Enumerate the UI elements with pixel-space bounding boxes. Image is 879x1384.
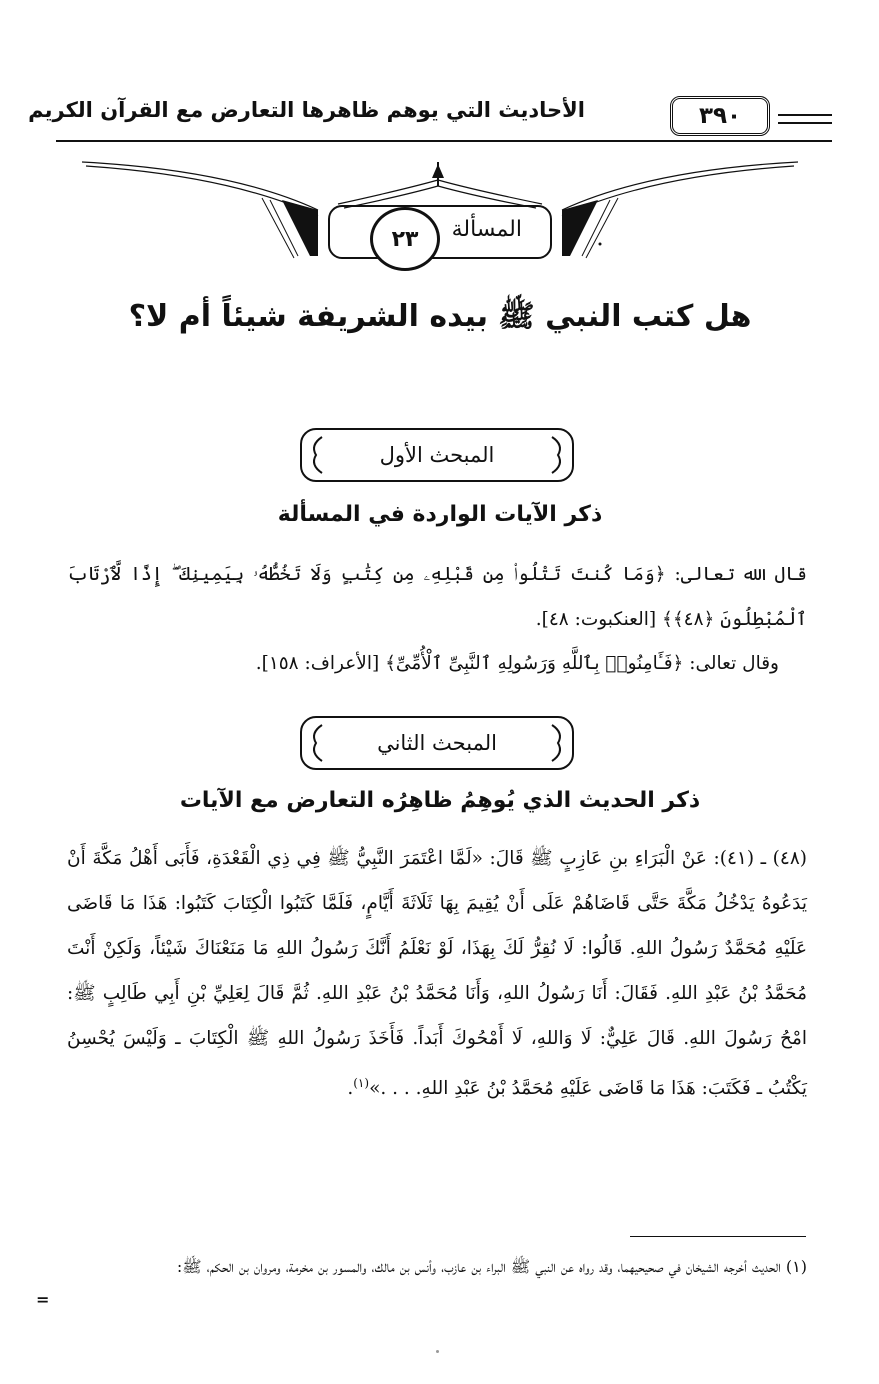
hadith-text: (٤٨) ـ (٤١): عَنْ الْبَرَاءِ بنِ عَازِبٍ ﷺ قَالَ: «لَمَّا اعْتَمَرَ النَّبِيُّ ﷺ فِي ذِي الْقَعْدَةِ، فَأَبَى أَهْلُ مَكَّةَ أَنْ يَدَعُوهُ يَدْخُلُ مَكَّةَ حَتَّى قَاضَاهُمْ عَلَى أَنْ يُقِيمَ بِهَا ثَلَاثَةَ أَيَّامٍ، فَلَمَّا كَتَبُوا الْكِتَابَ كَتَبُوا: هَذَا مَا قَاضَى عَلَيْهِ مُحَمَّدٌ رَسُولُ اللهِ. قَالُوا: لَا نُقِرُّ لَكَ بِهَذَا، لَوْ نَعْلَمُ أَنَّكَ رَسُولُ اللهِ مَا مَنَعْنَاكَ شَيْئاً، وَلَكِنْ أَنْتَ مُحَمَّدُ بْنُ عَبْدِ اللهِ. فَقَالَ: أَنَا رَسُولُ اللهِ، وَأَنَا مُحَمَّدُ بْنُ عَبْدِ اللهِ. ثُمَّ قَالَ لِعَلِيِّ بْنِ أَبِي طَالِبٍ ﷺ: امْحُ رَسُولَ اللهِ. قَالَ عَلِيٌّ: لَا وَاللهِ، لَا أَمْحُوكَ أَبَداً. فَأَخَذَ رَسُولُ اللهِ ﷺ الْكِتَابَ ـ وَلَيْسَ يُحْسِنُ يَكْتُبُ ـ فَكَتَبَ: هَذَا مَا قَاضَى عَلَيْهِ مُحَمَّدُ بْنُ عَبْدِ اللهِ. . . .»: [67, 848, 807, 1100]
issue-ornament: [82, 160, 798, 275]
footnote-divider: [630, 1236, 806, 1237]
page-number: ٣٩٠: [670, 96, 770, 136]
header-double-rule: [778, 114, 832, 124]
page-title: هل كتب النبي ﷺ بيده الشريفة شيئاً أم لا؟: [128, 299, 752, 334]
verse-paragraph-2: وقال تعالى: ﴿فَـَٔامِنُوا۟ بِٱللَّهِ وَرَسُولِهِ ٱلنَّبِىِّ ٱلْأُمِّىِّ﴾ [الأعراف: ١٥٨].: [255, 653, 779, 674]
hadith-paragraph: [67, 836, 807, 1111]
issue-label: المسألة: [451, 217, 522, 242]
issue-number: ٢٣: [370, 207, 440, 271]
running-header-title: الأحاديث التي يوهم ظاهرها التعارض مع القرآن الكريم: [28, 98, 585, 122]
bracket-left-icon: [306, 723, 326, 763]
section-1-cartouche: [300, 428, 574, 482]
bracket-right-icon: [548, 723, 568, 763]
verse-paragraph-1: قال الله تعالى: ﴿وَمَا كُنتَ تَتْلُوا۟ مِن قَبْلِهِۦ مِن كِتَٰبٍ وَلَا تَخُطُّهُۥ بِيَمِينِكَ ۖ إِذًا لَّٱرْتَابَ ٱلْمُبْطِلُونَ ﴿٤٨﴾﴾ [العنكبوت: ٤٨].: [67, 564, 807, 630]
footnote-text: الحديث أخرجه الشيخان في صحيحيهما، وقد رواه عن النبي ﷺ البراء بن عازب، وأنس بن مالك، والمسور بن مخرمة، ومروان بن الحكم، ﷺ:: [176, 1257, 781, 1276]
hadith-end-mark: .: [347, 1078, 354, 1100]
running-header: [28, 88, 840, 148]
continuation-mark: =: [36, 1290, 50, 1309]
section-2-label: المبحث الثاني: [377, 731, 497, 755]
footnote-marker: (١): [785, 1257, 807, 1276]
section-1-label: المبحث الأول: [379, 443, 495, 467]
bracket-left-icon: [306, 435, 326, 475]
footnote: [57, 1248, 807, 1286]
section-2-cartouche: [300, 716, 574, 770]
header-divider: [56, 140, 832, 142]
footnote-ref[interactable]: (١): [353, 1076, 370, 1090]
page-speck: [436, 1350, 439, 1353]
bracket-right-icon: [548, 435, 568, 475]
issue-cartouche: [328, 205, 552, 259]
section-2-title: ذكر الحديث الذي يُوهِمُ ظاهِرُه التعارض مع الآيات: [179, 788, 701, 813]
section-1-title: ذكر الآيات الواردة في المسألة: [277, 502, 603, 527]
